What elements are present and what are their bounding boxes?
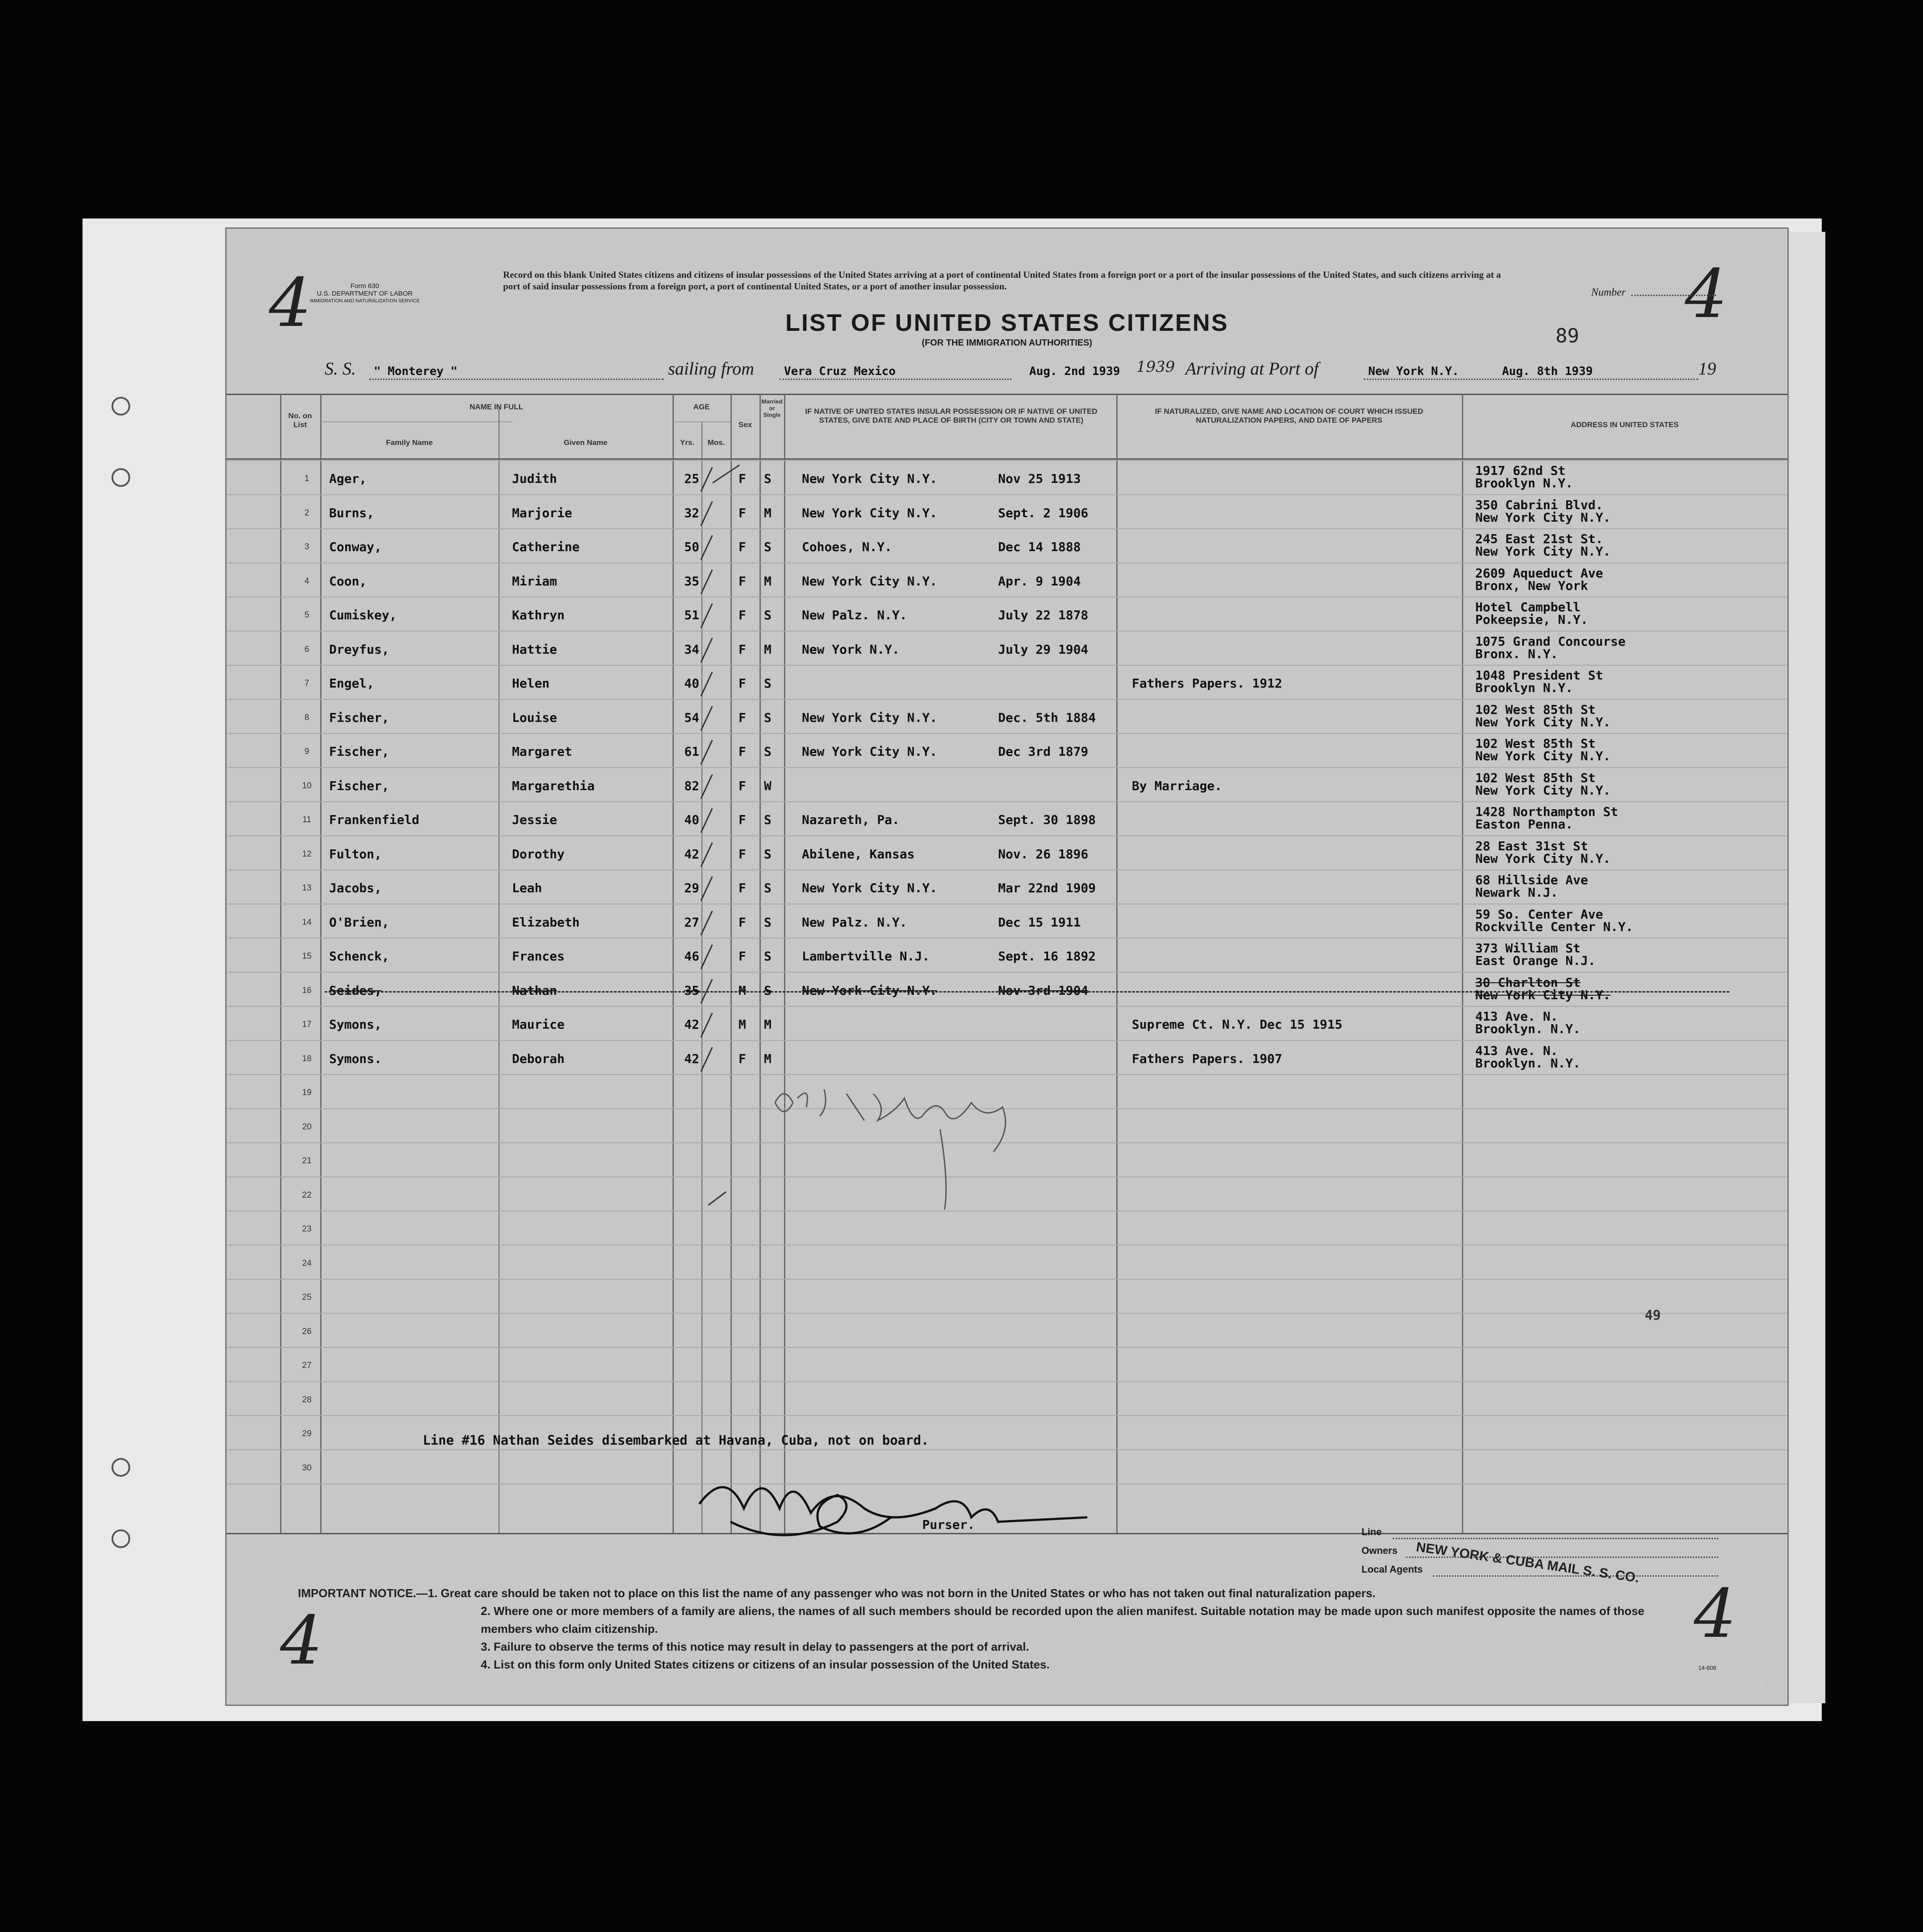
check-slash xyxy=(700,603,713,628)
birthdate: July 22 1878 xyxy=(998,608,1089,622)
given-name: Maurice xyxy=(512,1017,565,1032)
family-name: Dreyfus, xyxy=(329,642,389,657)
ss-label: S. S. xyxy=(325,358,356,379)
row-number: 12 xyxy=(302,849,312,859)
marital-status: M xyxy=(764,642,772,657)
marital-status: S xyxy=(764,915,772,930)
birthplace: Nazareth, Pa. xyxy=(802,812,900,827)
list-number: 89 xyxy=(1556,325,1579,347)
handwritten-mark-bottom-left: 4 xyxy=(280,1602,323,1680)
row-number: 9 xyxy=(304,747,309,756)
notice-item-3: 3. Failure to observe the terms of this notice may result in delay to passengers at the port of arrival. xyxy=(481,1640,1029,1653)
birthdate: Mar 22nd 1909 xyxy=(998,881,1096,895)
family-name: Ager, xyxy=(329,471,367,486)
family-name: Coon, xyxy=(329,573,367,589)
notice-printcode: 14-608 xyxy=(1698,1664,1717,1671)
row-number: 22 xyxy=(302,1190,312,1200)
address-line-1: 2609 Aqueduct Ave xyxy=(1475,565,1603,581)
age-years: 35 xyxy=(684,573,699,589)
marital-status: W xyxy=(764,778,772,793)
given-name: Helen xyxy=(512,676,550,691)
given-name: Leah xyxy=(512,881,542,895)
marital-status: M xyxy=(764,573,772,589)
given-name: Catherine xyxy=(512,540,580,554)
form-dept: U.S. DEPARTMENT OF LABOR xyxy=(317,290,413,297)
given-name: Kathryn xyxy=(512,608,565,622)
row-number: 29 xyxy=(302,1429,312,1438)
birthplace: New Palz. N.Y. xyxy=(802,915,908,930)
address-line-2: Brooklyn. N.Y. xyxy=(1475,1055,1581,1071)
stamp-number: 49 xyxy=(1645,1308,1661,1323)
check-slash xyxy=(700,774,713,799)
address-line-2: Newark N.J. xyxy=(1475,885,1558,900)
check-slash xyxy=(700,842,713,867)
birthplace: New York City N.Y. xyxy=(802,881,937,895)
check-slash xyxy=(700,467,713,492)
page-subtitle: (FOR THE IMMIGRATION AUTHORITIES) xyxy=(921,338,1093,348)
family-name: Cumiskey, xyxy=(329,608,397,622)
row-number: 17 xyxy=(302,1020,312,1029)
address-line-2: Rockville Center N.Y. xyxy=(1475,919,1634,934)
given-name: Nathan xyxy=(512,983,557,998)
ship-name: " Monterey " xyxy=(374,365,458,378)
age-years: 34 xyxy=(684,642,699,657)
notice-item-2: 2. Where one or more members of a family are aliens, the names of all such members should be recorded upon the alien manifest. Suitable notation may be made upon such manifest opposite the names of those members who claim citizenship. xyxy=(481,1604,1645,1635)
address-line-1: 373 William St xyxy=(1475,941,1581,956)
check-slash xyxy=(700,569,713,594)
departure-year: 1939 xyxy=(1136,358,1175,376)
header-given-name: Given Name xyxy=(563,438,608,447)
marital-status: S xyxy=(764,744,772,759)
given-name: Margaret xyxy=(512,744,572,759)
given-name: Marjorie xyxy=(512,505,572,520)
family-name: Fulton, xyxy=(329,846,382,861)
page-title: LIST OF UNITED STATES CITIZENS xyxy=(785,309,1229,336)
row-number: 24 xyxy=(302,1258,312,1268)
given-name: Deborah xyxy=(512,1051,565,1066)
age-years: 54 xyxy=(684,710,699,725)
form-service: IMMIGRATION AND NATURALIZATION SERVICE xyxy=(309,298,420,304)
row-number: 3 xyxy=(304,542,309,552)
row-number: 23 xyxy=(302,1224,312,1234)
address-line-1: 1075 Grand Concourse xyxy=(1475,634,1626,649)
address-line-1: 102 West 85th St xyxy=(1475,702,1596,717)
sex: F xyxy=(739,881,746,895)
corner-mark: 3 xyxy=(1755,1677,1765,1695)
ship-line xyxy=(369,379,664,380)
given-name: Jessie xyxy=(512,812,557,827)
marital-status: S xyxy=(764,881,772,895)
family-name: Frankenfield xyxy=(329,812,420,827)
sex: F xyxy=(739,949,746,964)
age-years: 32 xyxy=(684,505,699,520)
family-name: Schenck, xyxy=(329,949,389,964)
check-slash xyxy=(700,535,713,560)
row-number: 13 xyxy=(302,883,312,893)
birthplace: Cohoes, N.Y. xyxy=(802,540,892,554)
age-years: 61 xyxy=(684,744,699,759)
sex: F xyxy=(739,915,746,930)
birthplace: New Palz. N.Y. xyxy=(802,608,908,622)
binder-hole-icon xyxy=(111,1458,130,1477)
address-line-1: 413 Ave. N. xyxy=(1475,1009,1558,1024)
age-years: 40 xyxy=(684,812,699,827)
sailing-from-label: sailing from xyxy=(668,358,754,379)
header-no: No. on List xyxy=(288,412,312,429)
check-slash xyxy=(700,910,713,935)
row-number: 8 xyxy=(304,713,309,722)
family-name: Symons, xyxy=(329,1017,382,1032)
row-number: 28 xyxy=(302,1395,312,1405)
address-line-1: 1428 Northampton St xyxy=(1475,804,1618,819)
birthplace: New York City N.Y. xyxy=(802,983,937,998)
family-name: Fischer, xyxy=(329,778,389,793)
passenger-rows xyxy=(227,394,1787,1533)
marital-status: S xyxy=(764,710,772,725)
local-agents-label: Local Agents xyxy=(1362,1564,1423,1575)
sex: F xyxy=(739,608,746,622)
address-line-2: Brooklyn N.Y. xyxy=(1475,476,1573,490)
purser-signature xyxy=(695,1464,1096,1544)
marital-status: S xyxy=(764,983,772,998)
number-label: Number xyxy=(1591,287,1626,298)
row-number: 15 xyxy=(302,952,312,961)
row-number: 1 xyxy=(304,474,309,483)
check-slash xyxy=(700,808,713,833)
row-number: 11 xyxy=(302,815,311,824)
notice-item-1: IMPORTANT NOTICE.—1. Great care should be taken not to place on this list the name of any passenger who was not born in the United States or who has not taken out final naturalization papers. xyxy=(298,1586,1376,1600)
marital-status: S xyxy=(764,608,772,622)
address-line-2: New York City N.Y. xyxy=(1475,783,1611,798)
form-intro: Record on this blank United States citizens and citizens of insular possessions of the United States arriving at a port of continental United States from a foreign port or a port of the insular possessions of the United States, and such citizens arriving at a port of said insular possessions from a foreign port, a port of continental United States, or a port of another insular possession. xyxy=(503,269,1501,292)
owners-label: Owners xyxy=(1362,1545,1398,1556)
row-number: 30 xyxy=(302,1463,312,1473)
marital-status: S xyxy=(764,846,772,861)
line-label: Line xyxy=(1362,1526,1382,1537)
given-name: Dorothy xyxy=(512,846,565,861)
row-number: 19 xyxy=(302,1088,312,1097)
family-name: Seides, xyxy=(329,983,382,998)
address-line-2: Bronx, New York xyxy=(1475,578,1588,593)
header-native: IF NATIVE OF UNITED STATES INSULAR POSSESSION OR IF NATIVE OF UNITED STATES, GIVE DATE AND PLACE OF BIRTH (CITY OR TOWN AND STATE) xyxy=(805,407,1098,424)
age-years: 82 xyxy=(684,778,699,793)
marital-status: M xyxy=(764,505,772,520)
arrival-line xyxy=(1364,379,1698,380)
row-number: 18 xyxy=(302,1054,312,1063)
row-number: 25 xyxy=(302,1293,312,1302)
header-sex: Sex xyxy=(738,420,752,429)
age-years: 35 xyxy=(684,983,699,998)
family-name: Fischer, xyxy=(329,710,389,725)
sex: M xyxy=(739,983,746,998)
marital-status: M xyxy=(764,1017,772,1032)
number-field xyxy=(1631,295,1716,296)
row-number: 4 xyxy=(304,576,309,586)
check-slash xyxy=(700,706,713,731)
row-number: 16 xyxy=(302,985,312,995)
header-yrs: Yrs. xyxy=(680,438,695,447)
sex: F xyxy=(739,505,746,520)
row-number: 2 xyxy=(304,508,309,518)
binder-hole-icon xyxy=(111,1529,130,1548)
header-age: AGE xyxy=(693,403,710,411)
given-name: Miriam xyxy=(512,573,557,589)
family-name: Conway, xyxy=(329,540,382,554)
age-years: 42 xyxy=(684,1017,699,1032)
sex: F xyxy=(739,676,746,691)
address-line-1: 30 Charlton St xyxy=(1475,975,1581,990)
age-years: 25 xyxy=(684,471,699,486)
sex: F xyxy=(739,846,746,861)
sex: F xyxy=(739,471,746,486)
header-address: ADDRESS IN UNITED STATES xyxy=(1570,420,1679,429)
row-number: 26 xyxy=(302,1326,312,1336)
handwritten-mark-bottom-right: 4 xyxy=(1694,1575,1737,1653)
given-name: Louise xyxy=(512,710,557,725)
sex: F xyxy=(739,778,746,793)
birthdate: Sept. 2 1906 xyxy=(998,505,1089,520)
age-years: 42 xyxy=(684,846,699,861)
strike-line xyxy=(325,991,1729,993)
birthplace: New York City N.Y. xyxy=(802,744,937,759)
form-number: Form 630 xyxy=(350,282,380,290)
birthdate: Dec. 5th 1884 xyxy=(998,710,1096,725)
age-years: 27 xyxy=(684,915,699,930)
row-number: 14 xyxy=(302,917,312,927)
address-line-2: New York City N.Y. xyxy=(1475,544,1611,559)
address-line-1: 1917 62nd St xyxy=(1475,463,1566,478)
family-name: Engel, xyxy=(329,676,375,691)
check-slash xyxy=(700,638,713,663)
address-line-1: 1048 President St xyxy=(1475,668,1603,683)
handwritten-annotation xyxy=(771,1076,1092,1219)
binder-hole-icon xyxy=(111,397,130,416)
notice-heading: IMPORTANT NOTICE. xyxy=(298,1586,417,1600)
check-slash xyxy=(700,1047,713,1072)
header-marital: Married or Single xyxy=(761,398,783,418)
sex: F xyxy=(739,812,746,827)
address-line-2: New York City N.Y. xyxy=(1475,749,1611,763)
given-name: Elizabeth xyxy=(512,915,580,930)
arriving-label: Arriving at Port of xyxy=(1185,358,1319,379)
arrival-port: New York N.Y. xyxy=(1368,365,1459,378)
address-line-1: 245 East 21st St. xyxy=(1475,531,1603,546)
given-name: Hattie xyxy=(512,642,557,657)
naturalization: Fathers Papers. 1907 xyxy=(1132,1051,1283,1066)
marital-status: S xyxy=(764,949,772,964)
age-years: 29 xyxy=(684,881,699,895)
arrival-date: Aug. 8th 1939 xyxy=(1502,365,1593,378)
sex: F xyxy=(739,573,746,589)
naturalization: Fathers Papers. 1912 xyxy=(1132,676,1283,691)
header-naturalized: IF NATURALIZED, GIVE NAME AND LOCATION OF COURT WHICH ISSUED NATURALIZATION PAPERS, AND DATE OF PAPERS xyxy=(1155,407,1424,424)
address-line-1: Hotel Campbell xyxy=(1475,600,1581,614)
address-line-1: 68 Hillside Ave xyxy=(1475,873,1588,887)
birthplace: New York City N.Y. xyxy=(802,573,937,589)
naturalization: Supreme Ct. N.Y. Dec 15 1915 xyxy=(1132,1017,1343,1032)
manifest-table xyxy=(227,394,1787,1535)
departure-date: Aug. 2nd 1939 xyxy=(1029,365,1120,378)
sex: F xyxy=(739,540,746,554)
header-name-in-full: NAME IN FULL xyxy=(470,403,523,411)
given-name: Judith xyxy=(512,471,557,486)
age-years: 46 xyxy=(684,949,699,964)
address-line-2: Brooklyn N.Y. xyxy=(1475,680,1573,695)
birthdate: Nov 3rd 1904 xyxy=(998,983,1089,998)
birthplace: New York City N.Y. xyxy=(802,710,937,725)
row-number: 5 xyxy=(304,610,309,620)
departure-port-line xyxy=(780,379,1011,380)
header-mos: Mos. xyxy=(707,438,725,447)
row-number: 21 xyxy=(302,1156,312,1166)
header-family-name: Family Name xyxy=(386,438,433,447)
handwritten-mark-top-left: 4 xyxy=(269,264,312,342)
address-line-2: New York City N.Y. xyxy=(1475,510,1611,525)
address-line-1: 28 East 31st St xyxy=(1475,838,1588,853)
birthdate: Dec 15 1911 xyxy=(998,915,1081,930)
address-line-2: New York City N.Y. xyxy=(1475,987,1611,1002)
address-line-1: 59 So. Center Ave xyxy=(1475,906,1603,922)
row-number: 6 xyxy=(304,644,309,654)
row-number: 20 xyxy=(302,1122,312,1132)
important-notice xyxy=(298,1584,1694,1673)
sex: F xyxy=(739,710,746,725)
binder-hole-icon xyxy=(111,468,130,487)
naturalization: By Marriage. xyxy=(1132,778,1222,793)
disembark-note: Line #16 Nathan Seides disembarked at Havana, Cuba, not on board. xyxy=(423,1433,929,1448)
address-line-2: Brooklyn. N.Y. xyxy=(1475,1022,1581,1036)
family-name: Burns, xyxy=(329,505,375,520)
sex: F xyxy=(739,744,746,759)
address-line-1: 413 Ave. N. xyxy=(1475,1043,1558,1058)
birthdate: Nov. 26 1896 xyxy=(998,846,1089,861)
birthdate: Dec 3rd 1879 xyxy=(998,744,1089,759)
row-number: 10 xyxy=(302,781,312,791)
year-label: 19 xyxy=(1698,358,1716,379)
age-years: 42 xyxy=(684,1051,699,1066)
form-meta xyxy=(298,282,432,305)
family-name: Jacobs, xyxy=(329,881,382,895)
address-line-2: East Orange N.J. xyxy=(1475,953,1596,968)
birthplace: Lambertville N.J. xyxy=(802,949,930,964)
check-slash xyxy=(700,1013,713,1038)
address-line-2: Pokeepsie, N.Y. xyxy=(1475,612,1588,627)
age-years: 40 xyxy=(684,676,699,691)
line-stamp: NEW YORK & CUBA MAIL S. S. CO. xyxy=(1415,1540,1640,1586)
check-slash xyxy=(700,501,713,526)
birthdate: July 29 1904 xyxy=(998,642,1089,657)
address-line-1: 102 West 85th St xyxy=(1475,736,1596,751)
address-line-1: 102 West 85th St xyxy=(1475,770,1596,785)
sex: F xyxy=(739,1051,746,1066)
check-slash xyxy=(700,876,713,901)
departure-port: Vera Cruz Mexico xyxy=(784,365,896,378)
notice-item-4: 4. List on this form only United States citizens or citizens of an insular possession of the United States. xyxy=(481,1658,1050,1671)
purser-label: Purser. xyxy=(922,1517,975,1532)
birthdate: Apr. 9 1904 xyxy=(998,573,1081,589)
address-line-1: 350 Cabrini Blvd. xyxy=(1475,497,1603,512)
marital-status: S xyxy=(764,540,772,554)
given-name: Frances xyxy=(512,949,565,964)
age-years: 50 xyxy=(684,540,699,554)
check-slash xyxy=(700,671,713,696)
address-line-2: Easton Penna. xyxy=(1475,817,1573,832)
check-slash xyxy=(700,740,713,765)
family-name: O'Brien, xyxy=(329,915,389,930)
handwritten-mark-top-right: 4 xyxy=(1685,255,1728,333)
marital-status: S xyxy=(764,471,772,486)
address-line-2: New York City N.Y. xyxy=(1475,851,1611,866)
manifest-page xyxy=(225,227,1789,1706)
birthplace: New York City N.Y. xyxy=(802,505,937,520)
check-slash xyxy=(700,944,713,969)
sex: F xyxy=(739,642,746,657)
birthplace: Abilene, Kansas xyxy=(802,846,915,861)
row-number: 7 xyxy=(304,679,309,688)
marital-status: M xyxy=(764,1051,772,1066)
marital-status: S xyxy=(764,812,772,827)
address-line-2: New York City N.Y. xyxy=(1475,714,1611,729)
age-years: 51 xyxy=(684,608,699,622)
birthdate: Sept. 16 1892 xyxy=(998,949,1096,964)
birthplace: New York City N.Y. xyxy=(802,471,937,486)
family-name: Fischer, xyxy=(329,744,389,759)
marital-status: S xyxy=(764,676,772,691)
birthplace: New York N.Y. xyxy=(802,642,900,657)
birthdate: Nov 25 1913 xyxy=(998,471,1081,486)
family-name: Symons. xyxy=(329,1051,382,1066)
sex: M xyxy=(739,1017,746,1032)
address-line-2: Bronx. N.Y. xyxy=(1475,646,1558,661)
birthdate: Dec 14 1888 xyxy=(998,540,1081,554)
birthdate: Sept. 30 1898 xyxy=(998,812,1096,827)
row-number: 27 xyxy=(302,1361,312,1370)
given-name: Margarethia xyxy=(512,778,595,793)
